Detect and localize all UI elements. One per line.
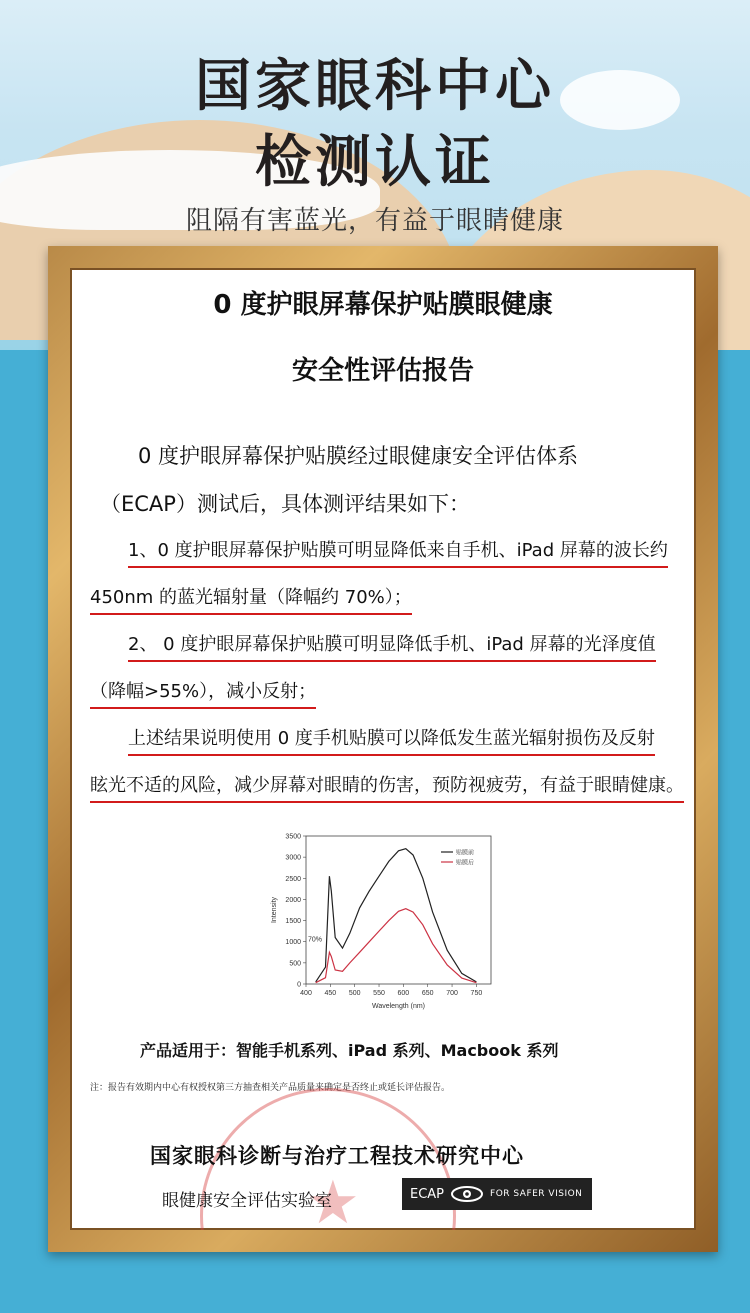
eye-icon <box>450 1185 484 1203</box>
applicable-products: 产品适用于：智能手机系列、iPad 系列、Macbook 系列 <box>140 1041 559 1060</box>
result-line-3: 2、 0 度护眼屏幕保护贴膜可明显降低手机、iPad 屏幕的光泽度值 <box>128 630 656 656</box>
result-line-4: （降幅>55%），减小反射； <box>90 677 316 703</box>
validity-note: 注：报告有效期内中心有权授权第三方抽查相关产品质量来确定是否终止或延长评估报告。 <box>90 1083 451 1093</box>
chart-plot-border <box>306 836 491 984</box>
result-line-5: 上述结果说明使用 0 度手机贴膜可以降低发生蓝光辐射损伤及反射 <box>128 724 655 750</box>
hero-title-line1: 国家眼科中心 <box>195 54 555 119</box>
x-tick-label: 600 <box>397 990 410 997</box>
intro-line1: 0 度护眼屏幕保护贴膜经过眼健康安全评估体系 <box>138 444 579 468</box>
hero-subtitle: 阻隔有害蓝光，有益于眼睛健康 <box>185 206 564 236</box>
chart-annotation: 70% <box>308 936 323 944</box>
chart-x-label: Wavelength (nm) <box>371 1003 426 1010</box>
x-tick-label: 700 <box>446 990 458 997</box>
report-title-line2: 安全性评估报告 <box>291 356 474 386</box>
y-tick-label: 1500 <box>285 918 301 926</box>
organization-name: 国家眼科诊断与治疗工程技术研究中心 <box>150 1144 524 1168</box>
ecap-badge <box>402 1178 592 1210</box>
x-tick-label: 650 <box>421 990 434 997</box>
spectrum-chart <box>266 826 506 1026</box>
series-line-1 <box>316 849 477 982</box>
intro-line2: （ECAP）测试后，具体测评结果如下： <box>100 492 470 516</box>
certificate-frame <box>48 246 718 1252</box>
legend-label-2: 贴膜后 <box>456 859 475 867</box>
ecap-badge-text: ECAP <box>410 1186 445 1202</box>
y-tick-label: 3000 <box>285 854 301 862</box>
series-line-2 <box>316 909 477 983</box>
seal-star-icon: ★ <box>306 1168 360 1230</box>
x-tick-label: 400 <box>300 990 312 997</box>
result-line-6: 眩光不适的风险，减少屏幕对眼睛的伤害，预防视疲劳，有益于眼睛健康。 <box>90 771 684 797</box>
report-title-line1: 0 度护眼屏幕保护贴膜眼健康 <box>213 290 553 320</box>
y-tick-label: 1000 <box>285 939 301 947</box>
chart-y-label: Intensity <box>271 896 278 924</box>
y-tick-label: 2500 <box>285 875 301 883</box>
y-tick-label: 3500 <box>285 833 301 841</box>
result-line-1: 1、0 度护眼屏幕保护贴膜可明显降低来自手机、iPad 屏幕的波长约 <box>128 536 668 562</box>
chart-legend <box>441 849 474 867</box>
x-tick-label: 550 <box>373 990 385 997</box>
hero-title-line2: 检测认证 <box>255 130 495 195</box>
y-tick-label: 500 <box>289 960 301 968</box>
y-tick-label: 2000 <box>285 896 301 904</box>
chart-axes <box>285 834 491 998</box>
certificate-paper <box>70 268 696 1230</box>
x-tick-label: 450 <box>324 990 337 997</box>
lab-name: 眼健康安全评估实验室 <box>162 1191 332 1211</box>
y-tick-label: 0 <box>297 981 301 989</box>
x-tick-label: 750 <box>470 990 483 997</box>
result-line-2: 450nm 的蓝光辐射量（降幅约 70%）； <box>90 583 412 609</box>
x-tick-label: 500 <box>348 990 361 997</box>
ecap-badge-tagline: FOR SAFER VISION <box>490 1189 583 1199</box>
chart-series-layer <box>316 849 477 983</box>
legend-label-1: 贴膜前 <box>456 849 475 857</box>
